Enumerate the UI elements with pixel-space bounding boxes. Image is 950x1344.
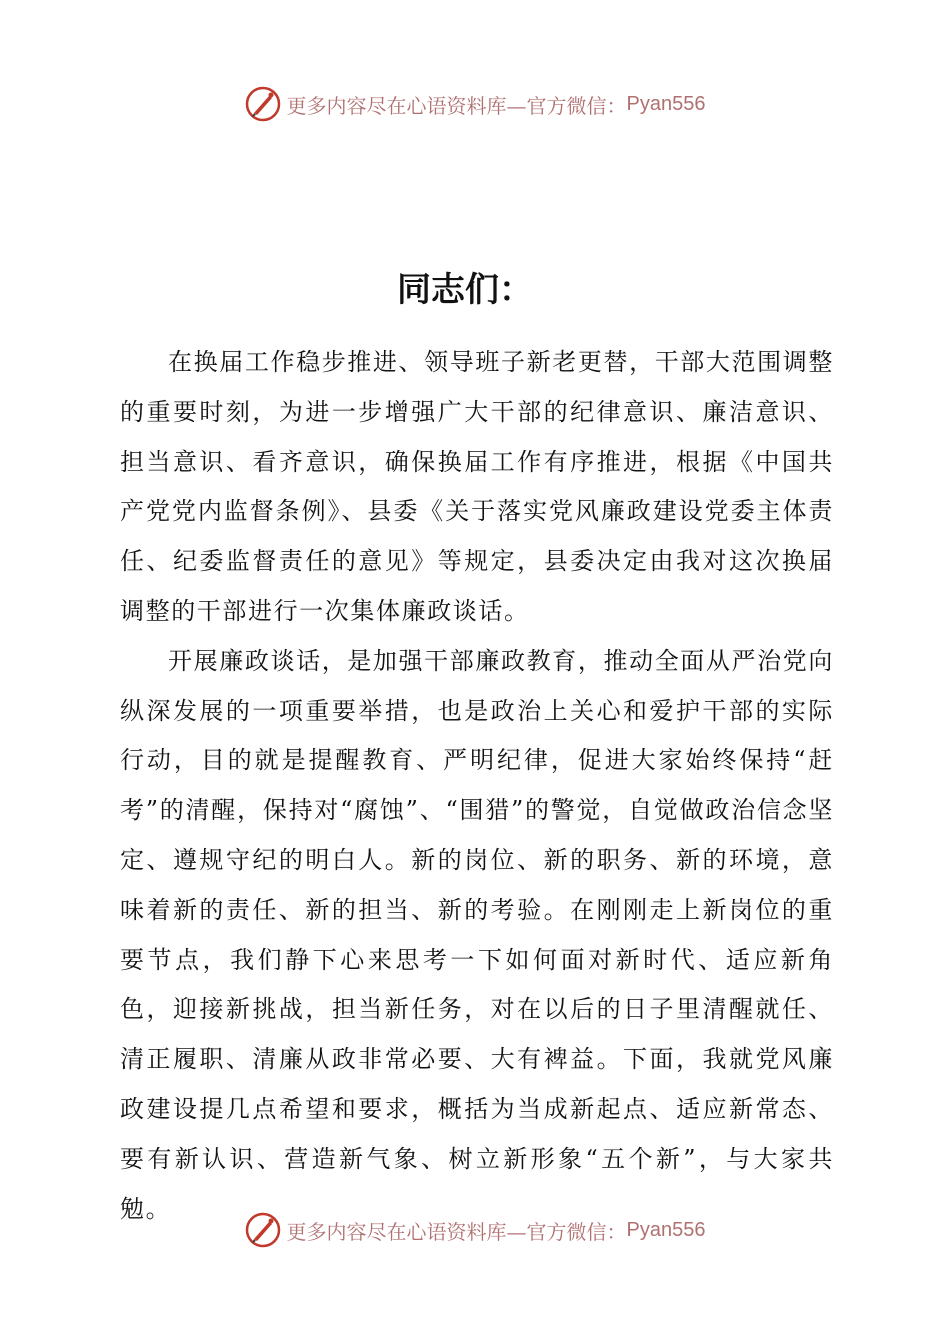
document-body (120, 338, 834, 1234)
header-banner (0, 84, 950, 124)
banner-contact: Pyan556 (626, 92, 706, 115)
pen-quill-logo-icon (245, 86, 281, 122)
banner-text: 更多内容尽在心语资料库—官方微信： (286, 93, 627, 118)
paragraph-2: 开展廉政谈话，是加强干部廉政教育，推动全面从严治党向纵深发展的一项重要举措，也是政治上关心和爱护干部的实际行动，目的就是提醒教育、严明纪律，促进大家始终保持“赶考”的清醒，保持对“腐蚀”、“围猎”的警觉，自觉做政治信念坚定、遵规守纪的明白人。新的岗位、新的职务、新的环境，意味着新的责任、新的担当、新的考验。在刚刚走上新岗位的重要节点，我们静下心来思考一下如何面对新时代、适应新角色，迎接新挑战，担当新任务，对在以后的日子里清醒就任、清正履职、清廉从政非常必要、大有裨益。下面，我就党风廉政建设提几点希望和要求，概括为当成新起点、适应新常态、要有新认识、营造新气象、树立新形象“五个新”，与大家共勉。 (120, 646, 834, 1223)
banner-text: 更多内容尽在心语资料库—官方微信： (286, 1219, 627, 1244)
banner-contact: Pyan556 (626, 1218, 706, 1241)
paragraph-1: 在换届工作稳步推进、领导班子新老更替，干部大范围调整的重要时刻，为进一步增强广大干部的纪律意识、廉洁意识、担当意识、看齐意识，确保换届工作有序推进，根据《中国共产党党内监督条例》、县委《关于落实党风廉政建设党委主体责任、纪委监督责任的意见》等规定，县委决定由我对这次换届调整的干部进行一次集体廉政谈话。 (120, 348, 834, 625)
pen-quill-logo-icon (245, 1212, 281, 1248)
footer-banner (0, 1210, 950, 1250)
document-title: 同志们： (397, 270, 533, 310)
